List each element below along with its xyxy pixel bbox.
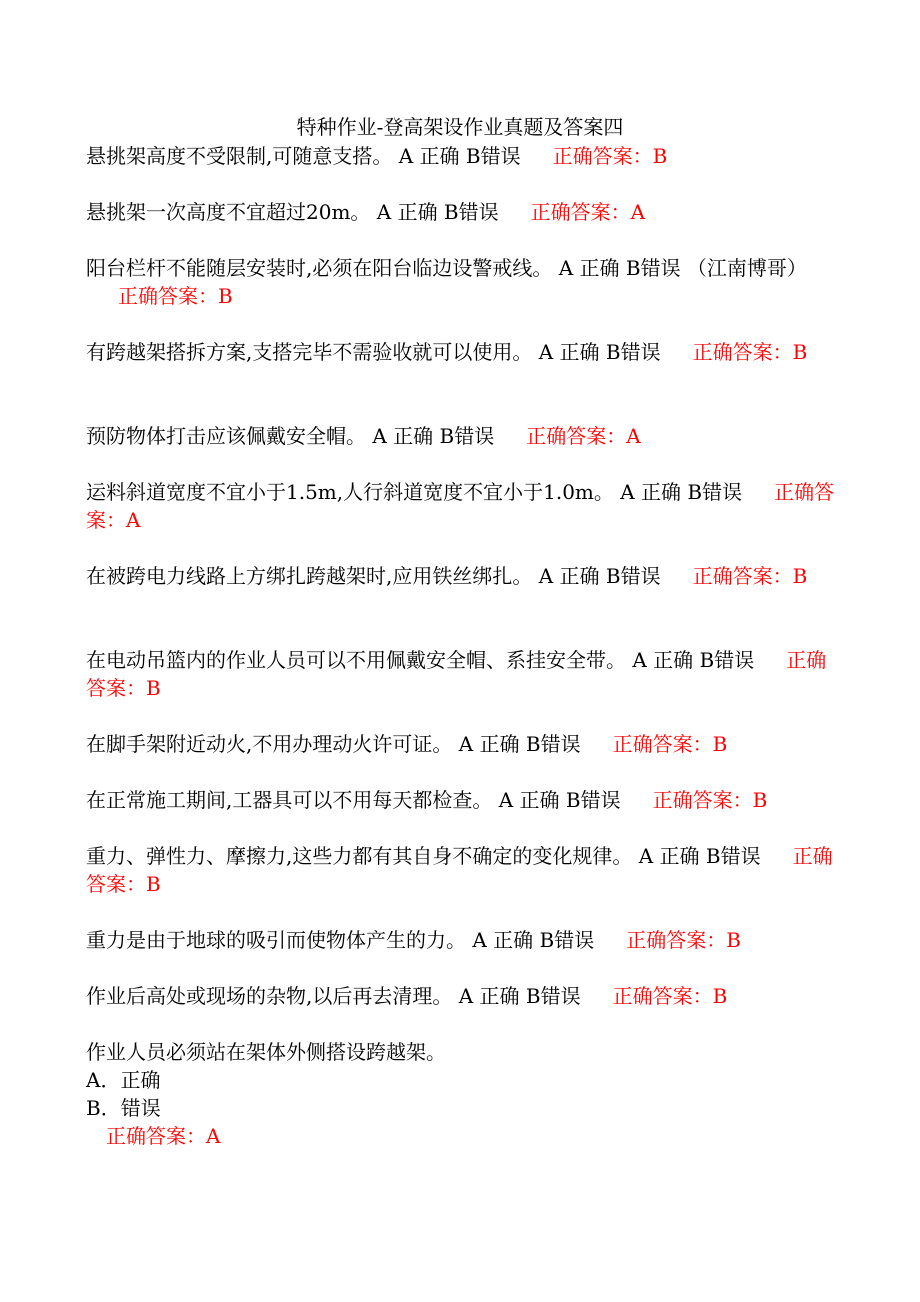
question-text: 重力、弹性力、摩擦力,这些力都有其自身不确定的变化规律。 A 正确 B错误 — [86, 844, 761, 868]
question-3 — [86, 254, 836, 310]
question-text: 悬挑架一次高度不宜超过20m。 A 正确 B错误 — [86, 200, 499, 224]
question-4 — [86, 338, 836, 366]
question-7 — [86, 562, 836, 590]
question-text: 作业后高处或现场的杂物,以后再去清理。 A 正确 B错误 — [86, 984, 581, 1008]
question-text: 重力是由于地球的吸引而使物体产生的力。 A 正确 B错误 — [86, 928, 595, 952]
question-text: 阳台栏杆不能随层安装时,必须在阳台临边设警戒线。 A 正确 B错误 （江南博哥） — [86, 256, 807, 280]
answer-text: 正确答案：B — [552, 144, 668, 168]
answer-text: 正确答案：B — [612, 984, 728, 1008]
question-text: 有跨越架搭拆方案,支搭完毕不需验收就可以使用。 A 正确 B错误 — [86, 340, 661, 364]
question-8 — [86, 646, 836, 702]
question-14 — [86, 1038, 836, 1066]
page-title: 特种作业-登高架设作业真题及答案四 — [296, 115, 624, 139]
question-5 — [86, 422, 836, 450]
option-b: B．错误 — [86, 1096, 161, 1120]
question-text: 在被跨电力线路上方绑扎跨越架时,应用铁丝绑扎。 A 正确 B错误 — [86, 564, 661, 588]
question-text: 在正常施工期间,工器具可以不用每天都检查。 A 正确 B错误 — [86, 788, 621, 812]
question-1 — [86, 142, 836, 170]
question-6 — [86, 478, 836, 534]
answer-text: 正确答案：B — [86, 844, 833, 896]
answer-text: 正确答案：B — [626, 928, 741, 952]
question-9 — [86, 730, 836, 758]
question-12 — [86, 926, 836, 954]
question-10 — [86, 786, 836, 814]
answer-text: 正确答案：A — [86, 480, 835, 532]
answer-text: 正确答案：A — [526, 424, 641, 448]
option-a: A．正确 — [86, 1068, 161, 1092]
answer-text: 正确答案：B — [118, 284, 233, 308]
question-text: 预防物体打击应该佩戴安全帽。 A 正确 B错误 — [86, 424, 495, 448]
answer-text: 正确答案：B — [86, 648, 827, 700]
question-2 — [86, 198, 836, 226]
question-text: 悬挑架高度不受限制,可随意支搭。 A 正确 B错误 — [86, 144, 521, 168]
answer-text: 正确答案：B — [612, 732, 728, 756]
answer-text: 正确答案：B — [652, 788, 768, 812]
answer-text: 正确答案：A — [106, 1124, 221, 1148]
answer-text: 正确答案：A — [530, 200, 646, 224]
answer-text: 正确答案：B — [692, 564, 808, 588]
question-text: 运料斜道宽度不宜小于1.5m,人行斜道宽度不宜小于1.0m。 A 正确 B错误 — [86, 480, 743, 504]
question-text: 作业人员必须站在架体外侧搭设跨越架。 — [86, 1040, 446, 1064]
question-text: 在电动吊篮内的作业人员可以不用佩戴安全帽、系挂安全带。 A 正确 B错误 — [86, 648, 755, 672]
answer-text: 正确答案：B — [692, 340, 808, 364]
question-11 — [86, 842, 836, 898]
question-text: 在脚手架附近动火,不用办理动火许可证。 A 正确 B错误 — [86, 732, 581, 756]
question-13 — [86, 982, 836, 1010]
